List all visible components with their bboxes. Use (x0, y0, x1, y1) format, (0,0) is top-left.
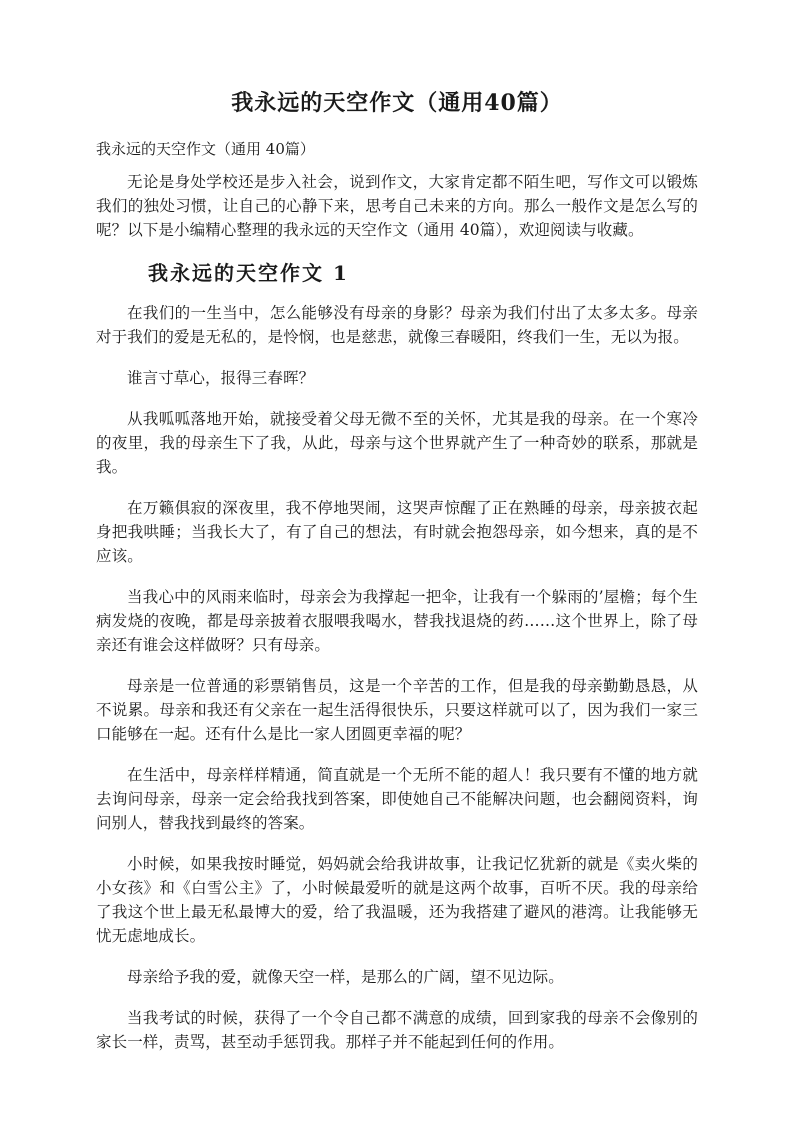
body-paragraph: 在生活中，母亲样样精通，简直就是一个无所不能的超人！我只要有不懂的地方就去询问母亲，母亲一定会给我找到答案，即使她自己不能解决问题，也会翻阅资料，询问别人，替我找到最终的答案。 (96, 766, 698, 832)
document-subtitle: 我永远的天空作文（通用 40篇） (96, 140, 315, 158)
body-paragraph: 谁言寸草心，报得三春晖？ (127, 369, 315, 387)
section-heading: 我永远的天空作文 1 (148, 261, 349, 285)
intro-paragraph: 无论是身处学校还是步入社会，说到作文，大家肯定都不陌生吧，写作文可以锻炼我们的独处习惯，让自己的心静下来，思考自己未来的方向。那么一般作文是怎么写的呢？以下是小编精心整理的我永远的天空作文（通用 40篇），欢迎阅读与收藏。 (96, 173, 698, 239)
body-paragraph: 母亲给予我的爱，就像天空一样，是那么的广阔，望不见边际。 (127, 968, 564, 986)
document-page (96, 88, 698, 1071)
body-paragraph: 母亲是一位普通的彩票销售员，这是一个辛苦的工作，但是我的母亲勤勤恳恳，从不说累。母亲和我还有父亲在一起生活得很快乐，只要这样就可以了，因为我们一家三口能够在一起。还有什么是比一家人团圆更幸福的呢？ (96, 677, 698, 743)
document-title: 我永远的天空作文（通用40篇） (231, 90, 563, 116)
body-paragraph: 在万籁俱寂的深夜里，我不停地哭闹，这哭声惊醒了正在熟睡的母亲，母亲披衣起身把我哄睡；当我长大了，有了自己的想法，有时就会抱怨母亲，如今想来，真的是不应该。 (96, 499, 698, 565)
body-paragraph: 从我呱呱落地开始，就接受着父母无微不至的关怀，尤其是我的母亲。在一个寒冷的夜里，我的母亲生下了我，从此，母亲与这个世界就产生了一种奇妙的联系，那就是我。 (96, 410, 698, 476)
body-paragraph: 当我心中的风雨来临时，母亲会为我撑起一把伞，让我有一个躲雨的’屋檐；每个生病发烧的夜晚，都是母亲披着衣服喂我喝水，替我找退烧的药……这个世界上，除了母亲还有谁会这样做呀？只有母亲。 (96, 588, 698, 654)
body-paragraph: 在我们的一生当中，怎么能够没有母亲的身影？母亲为我们付出了太多太多。母亲对于我们的爱是无私的，是怜悯，也是慈悲，就像三春暖阳，终我们一生，无以为报。 (96, 304, 698, 346)
body-paragraph: 小时候，如果我按时睡觉，妈妈就会给我讲故事，让我记忆犹新的就是《卖火柴的小女孩》和《白雪公主》了，小时候最爱听的就是这两个故事，百听不厌。我的母亲给了我这个世上最无私最博大的爱，给了我温暖，还为我搭建了避风的港湾。让我能够无忧无虑地成长。 (96, 855, 698, 945)
body-paragraph: 当我考试的时候，获得了一个令自己都不满意的成绩，回到家我的母亲不会像别的家长一样，责骂，甚至动手惩罚我。那样子并不能起到任何的作用。 (96, 1009, 698, 1051)
